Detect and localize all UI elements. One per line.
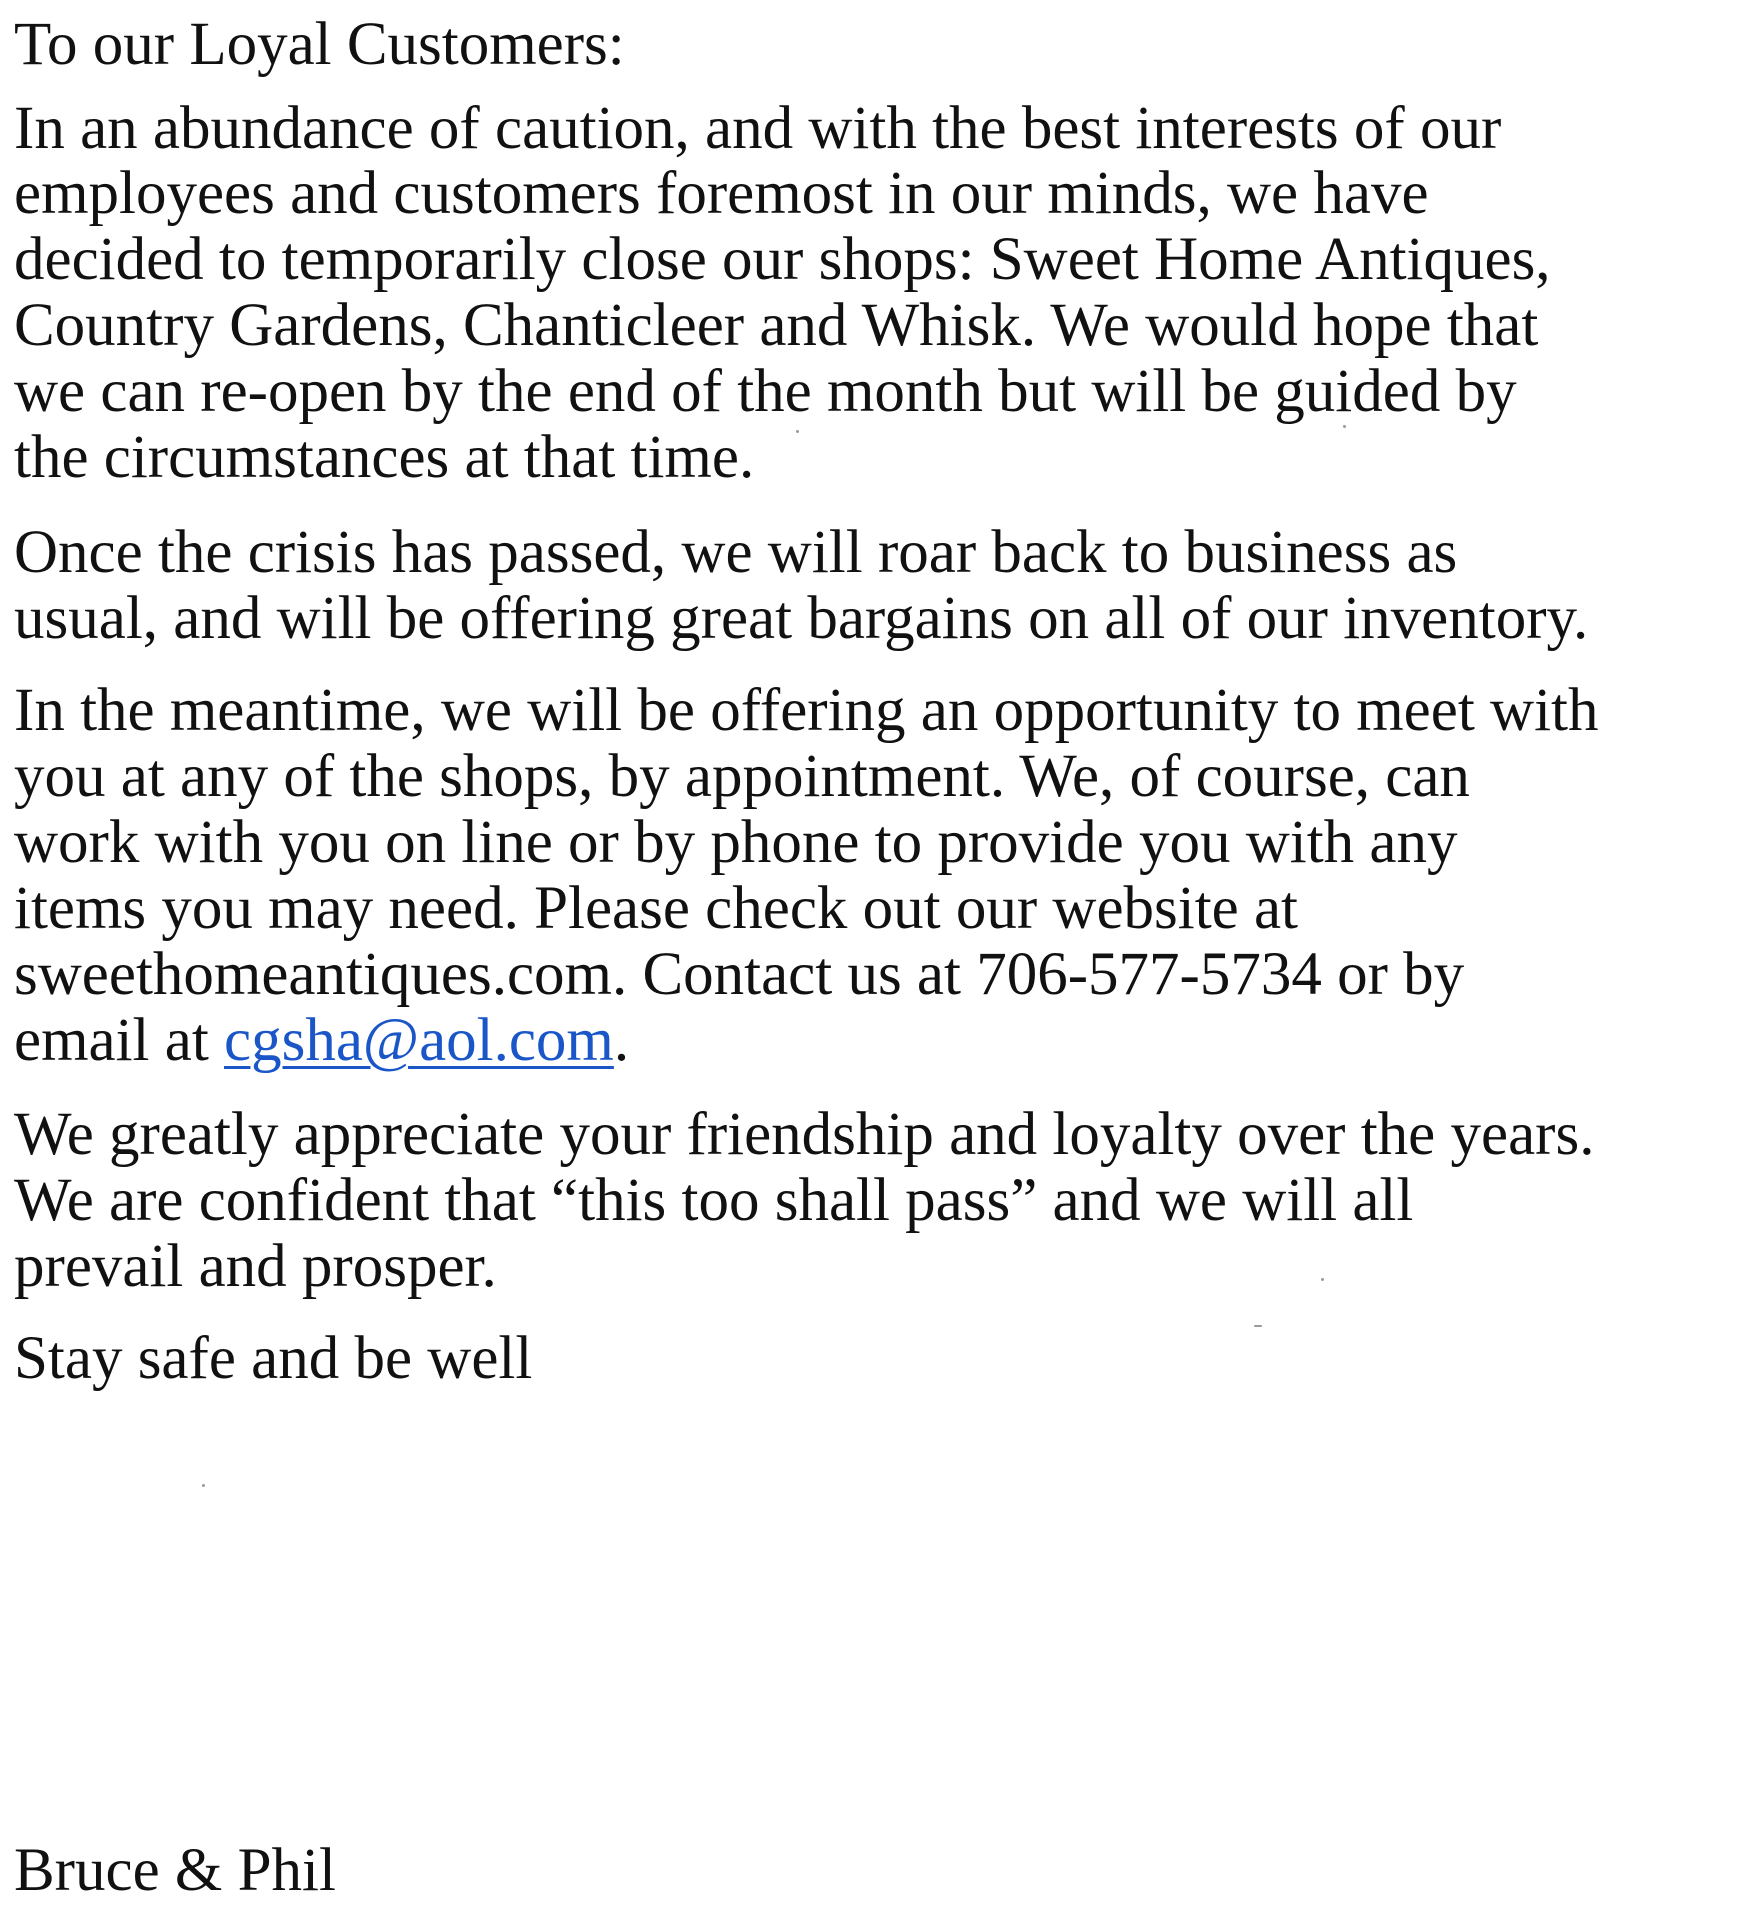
paragraph-line: prevail and prosper.: [14, 1233, 497, 1300]
paragraph-line: employees and customers foremost in our minds, we have: [14, 160, 1429, 227]
paragraph-line: we can re-open by the end of the month but will be guided by: [14, 358, 1517, 425]
email-prefix: email at: [14, 1007, 225, 1074]
scan-speck: [1321, 1278, 1324, 1281]
paragraph-line: usual, and will be offering great bargains on all of our inventory.: [14, 585, 1589, 652]
paragraph-line: In an abundance of caution, and with the best interests of our: [14, 95, 1502, 162]
scan-speck: [1254, 1325, 1262, 1327]
email-line: [14, 1007, 630, 1074]
scan-speck: [796, 430, 799, 433]
email-link[interactable]: cgsha@aol.com: [224, 1007, 614, 1074]
paragraph-line: Country Gardens, Chanticleer and Whisk. We would hope that: [14, 292, 1539, 359]
paragraph-line: decided to temporarily close our shops: Sweet Home Antiques,: [14, 226, 1551, 293]
paragraph-line: Once the crisis has passed, we will roar back to business as: [14, 519, 1458, 586]
signature: Bruce & Phil: [14, 1837, 336, 1904]
paragraph-line: the circumstances at that time.: [14, 424, 755, 491]
scan-speck: [202, 1484, 205, 1487]
paragraph-line: work with you on line or by phone to provide you with any: [14, 809, 1458, 876]
scan-speck: [1343, 425, 1346, 428]
paragraph-line: We greatly appreciate your friendship and loyalty over the years.: [14, 1101, 1595, 1168]
paragraph-line: sweethomeantiques.com. Contact us at 706-577-5734 or by: [14, 941, 1465, 1008]
paragraph-line: In the meantime, we will be offering an opportunity to meet with: [14, 677, 1599, 744]
email-suffix: .: [613, 1007, 630, 1074]
paragraph-line: We are confident that “this too shall pass” and we will all: [14, 1167, 1414, 1234]
paragraph-line: items you may need. Please check out our website at: [14, 875, 1299, 942]
paragraph-line: you at any of the shops, by appointment. We, of course, can: [14, 743, 1470, 810]
salutation: To our Loyal Customers:: [14, 11, 625, 78]
closing: Stay safe and be well: [14, 1325, 533, 1392]
